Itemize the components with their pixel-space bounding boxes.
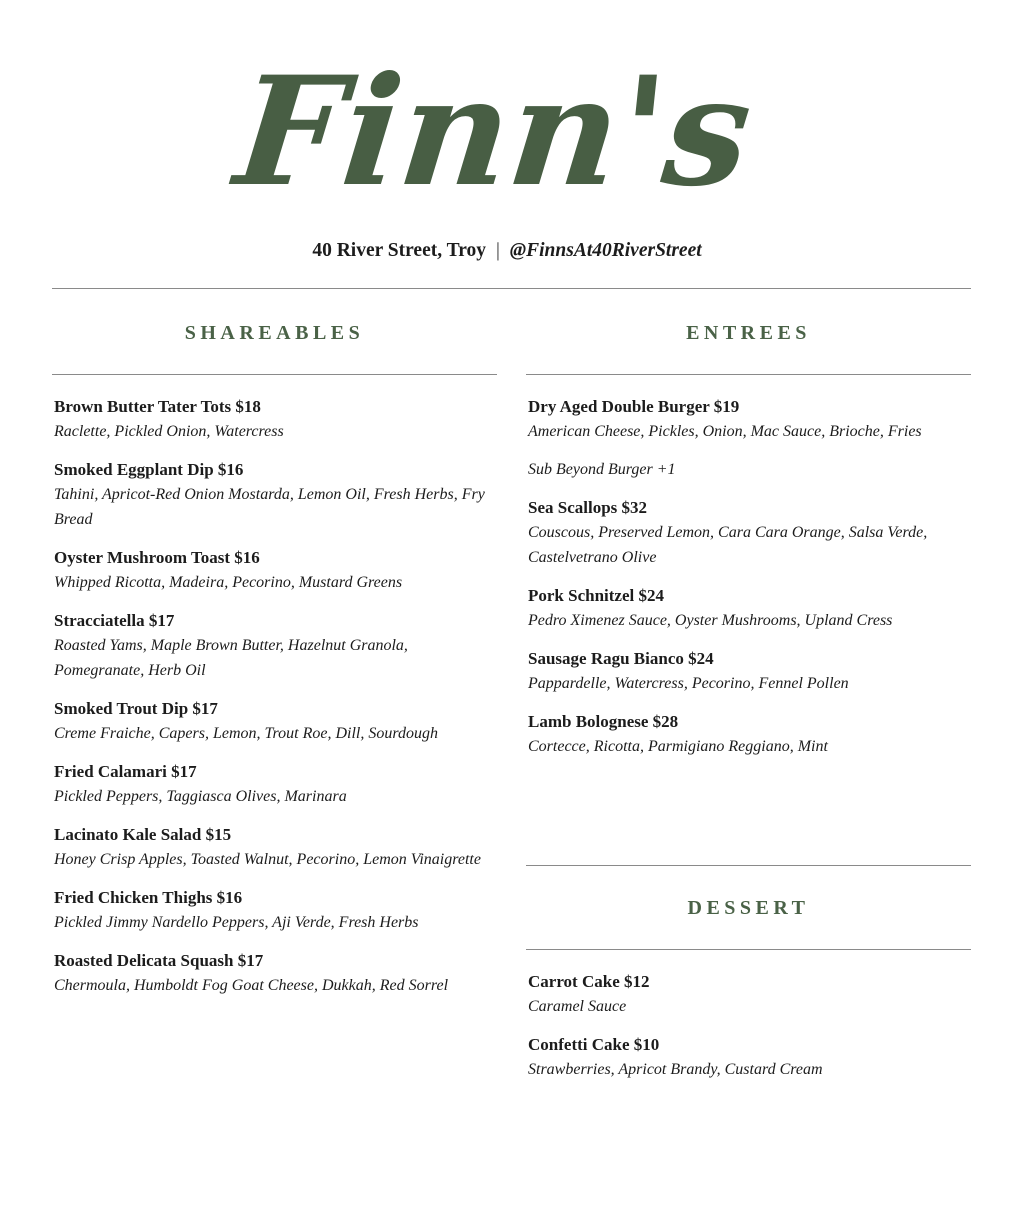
item-name: Brown Butter Tater Tots $18	[54, 397, 261, 416]
menu-item	[54, 885, 494, 935]
shareables-rule	[52, 374, 497, 375]
item-name: Sausage Ragu Bianco $24	[528, 649, 714, 668]
item-description: Pappardelle, Watercress, Pecorino, Fennel Pollen	[528, 675, 849, 692]
item-description: Raclette, Pickled Onion, Watercress	[54, 423, 284, 440]
item-name: Lacinato Kale Salad $15	[54, 825, 232, 844]
separator: |	[496, 240, 500, 261]
item-name: Roasted Delicata Squash $17	[54, 951, 264, 970]
dessert-top-rule	[526, 865, 971, 866]
menu-item	[54, 545, 494, 595]
item-description: Creme Fraiche, Capers, Lemon, Trout Roe, Dill, Sourdough	[54, 725, 438, 742]
item-name: Carrot Cake $12	[528, 972, 650, 991]
menu-item	[528, 495, 968, 570]
menu-item	[54, 457, 494, 532]
menu-item	[528, 394, 968, 444]
entrees-rule	[526, 374, 971, 375]
item-name: Confetti Cake $10	[528, 1035, 660, 1054]
menu-item	[528, 709, 968, 759]
menu-item	[528, 1032, 968, 1082]
menu-item	[528, 969, 968, 1019]
item-description: Whipped Ricotta, Madeira, Pecorino, Mustard Greens	[54, 574, 403, 591]
social-handle: @FinnsAt40RiverStreet	[509, 240, 702, 261]
item-name: Dry Aged Double Burger $19	[528, 397, 740, 416]
menu-item	[528, 646, 968, 696]
entrees-list	[528, 394, 968, 772]
svg-text:Finn's: Finn's	[228, 44, 759, 220]
item-description: Chermoula, Humboldt Fog Goat Cheese, Dukkah, Red Sorrel	[54, 977, 449, 994]
item-description: Tahini, Apricot-Red Onion Mostarda, Lemon Oil, Fresh Herbs, Fry Bread	[54, 486, 485, 528]
shareables-list	[54, 394, 494, 1011]
item-name: Stracciatella $17	[54, 611, 175, 630]
item-description: Couscous, Preserved Lemon, Cara Cara Orange, Salsa Verde, Castelvetrano Olive	[528, 524, 928, 566]
item-description: Caramel Sauce	[528, 998, 627, 1015]
dessert-list	[528, 969, 968, 1095]
menu-item	[54, 696, 494, 746]
item-name: Lamb Bolognese $28	[528, 712, 679, 731]
menu-item	[528, 583, 968, 633]
menu-item	[54, 394, 494, 444]
entrees-title: ENTREES	[686, 322, 811, 344]
menu-item	[54, 759, 494, 809]
item-name: Fried Calamari $17	[54, 762, 197, 781]
dessert-rule	[526, 949, 971, 950]
menu-item	[54, 608, 494, 683]
item-description: Pedro Ximenez Sauce, Oyster Mushrooms, Upland Cress	[528, 612, 893, 629]
menu-item	[54, 948, 494, 998]
item-description: Pickled Jimmy Nardello Peppers, Aji Verde, Fresh Herbs	[54, 914, 419, 931]
dessert-title: DESSERT	[687, 897, 810, 919]
burger-substitution-note: Sub Beyond Burger +1	[528, 461, 676, 478]
address-line	[0, 240, 1014, 262]
item-description: Cortecce, Ricotta, Parmigiano Reggiano, Mint	[528, 738, 828, 755]
item-name: Sea Scallops $32	[528, 498, 648, 517]
item-description: Pickled Peppers, Taggiasca Olives, Marinara	[54, 788, 347, 805]
item-name: Fried Chicken Thighs $16	[54, 888, 243, 907]
item-name: Oyster Mushroom Toast $16	[54, 548, 260, 567]
item-description: Honey Crisp Apples, Toasted Walnut, Pecorino, Lemon Vinaigrette	[54, 851, 481, 868]
address-text: 40 River Street, Troy	[312, 240, 486, 261]
item-name: Smoked Eggplant Dip $16	[54, 460, 244, 479]
shareables-title: SHAREABLES	[184, 322, 365, 344]
menu-item	[54, 822, 494, 872]
item-description: American Cheese, Pickles, Onion, Mac Sauce, Brioche, Fries	[528, 423, 922, 440]
finns-logo	[228, 24, 759, 224]
item-description: Strawberries, Apricot Brandy, Custard Cream	[528, 1061, 823, 1078]
item-description: Roasted Yams, Maple Brown Butter, Hazelnut Granola, Pomegranate, Herb Oil	[54, 637, 408, 679]
header-rule	[52, 288, 971, 289]
item-name: Pork Schnitzel $24	[528, 586, 664, 605]
item-name: Smoked Trout Dip $17	[54, 699, 218, 718]
